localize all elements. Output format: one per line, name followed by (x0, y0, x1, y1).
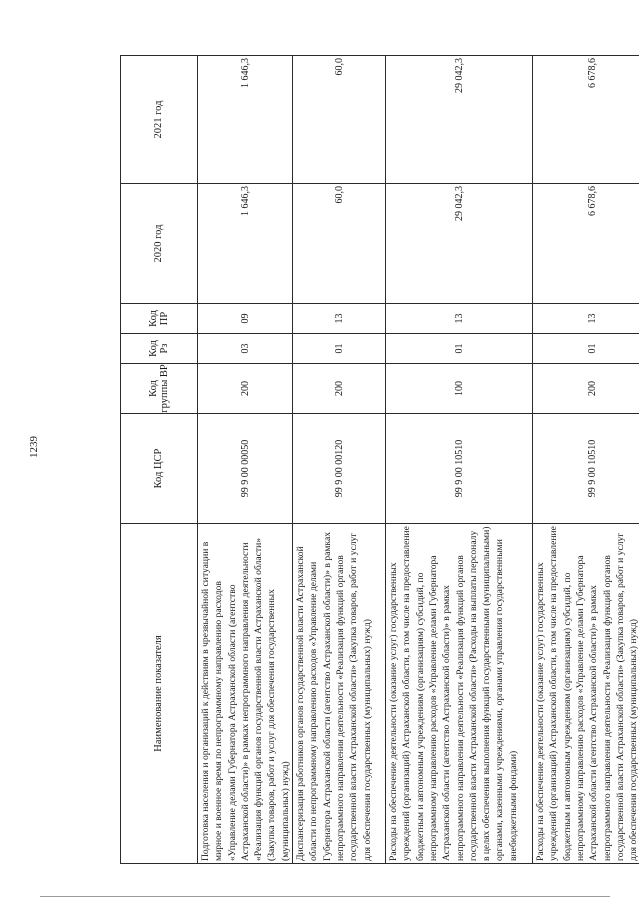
row-2020: 60,0 (293, 184, 386, 304)
budget-table (120, 55, 639, 864)
header-2020: 2020 год (121, 184, 198, 304)
row-2021: 1 646,3 (198, 56, 293, 184)
header-vr: Код группы ВР (121, 364, 198, 414)
row-pr: 13 (533, 304, 639, 334)
row-csr: 99 9 00 00050 (198, 414, 293, 524)
row-2021: 29 042,3 (386, 56, 533, 184)
row-vr: 200 (293, 364, 386, 414)
header-row (121, 56, 198, 864)
row-name: Подготовка населения и организаций к действиям в чрезвычайной ситуации в мирное и военное время по непрограммному направлению расходов «Управление делами Губернатора Астраханской области (агентство Астраханской области)» в рамках непрограммного направления деятельности «Реализация функций органов государственной власти Астраханской области» (Закупка товаров, работ и услуг для обеспечения государственных (муниципальных) нужд) (198, 524, 293, 864)
row-vr: 200 (533, 364, 639, 414)
row-csr: 99 9 00 00120 (293, 414, 386, 524)
row-2020: 29 042,3 (386, 184, 533, 304)
bottom-rule (40, 896, 610, 897)
table-row (386, 56, 533, 864)
row-2021: 60,0 (293, 56, 386, 184)
table-row (293, 56, 386, 864)
row-name: Расходы на обеспечение деятельности (оказание услуг) государственных учреждений (организаций) Астраханской области, в том числе на предоставление бюджетным и автономным учреждениям (организациям) субсидий, по непрограммному направлению расходов «Управление делами Губернатора Астраханской области (агентство Астраханской области)» в рамках непрограммного направления деятельности «Реализация функций органов государственной власти Астраханской области» (Расходы на выплаты персоналу в целях обеспечения выполнения функций государственными (муниципальными) органами, казенными учреждениями, органами управления государственными внебюджетными фондами) (386, 524, 533, 864)
row-rz: 01 (386, 334, 533, 364)
table-row (198, 56, 293, 864)
row-name: Расходы на обеспечение деятельности (оказание услуг) государственных учреждений (организаций) Астраханской области, в том числе на предоставление бюджетным и автономным учреждениям (организациям) субсидий, по непрограммному направлению расходов «Управление делами Губернатора Астраханской области (агентство Астраханской области)» в рамках непрограммного направления деятельности «Реализация функций органов государственной власти Астраханской области» (Закупка товаров, работ и услуг для обеспечения государственных (муниципальных) нужд) (533, 524, 639, 864)
row-2020: 1 646,3 (198, 184, 293, 304)
row-pr: 13 (293, 304, 386, 334)
header-csr: Код ЦСР (121, 414, 198, 524)
row-vr: 200 (198, 364, 293, 414)
row-pr: 13 (386, 304, 533, 334)
page-number: 1239 (28, 436, 40, 458)
row-csr: 99 9 00 10510 (386, 414, 533, 524)
row-csr: 99 9 00 10510 (533, 414, 639, 524)
row-name: Диспансеризация работников органов государственной власти Астраханской области по непрограммному направлению расходов «Управление делами Губернатора Астраханской области (агентство Астраханской области)» в рамках непрограммного направления деятельности «Реализация функций органов государственной власти Астраханской области» (Закупка товаров, работ и услуг для обеспечения государственных (муниципальных) нужд) (293, 524, 386, 864)
row-2021: 6 678,6 (533, 56, 639, 184)
row-pr: 09 (198, 304, 293, 334)
row-vr: 100 (386, 364, 533, 414)
row-rz: 01 (293, 334, 386, 364)
header-2021: 2021 год (121, 56, 198, 184)
row-2020: 6 678,6 (533, 184, 639, 304)
header-name: Наименование показателя (121, 524, 198, 864)
rotated-table-wrapper (120, 55, 639, 864)
row-rz: 01 (533, 334, 639, 364)
header-pr: Код ПР (121, 304, 198, 334)
row-rz: 03 (198, 334, 293, 364)
header-rz: Код Рз (121, 334, 198, 364)
table-row (533, 56, 639, 864)
